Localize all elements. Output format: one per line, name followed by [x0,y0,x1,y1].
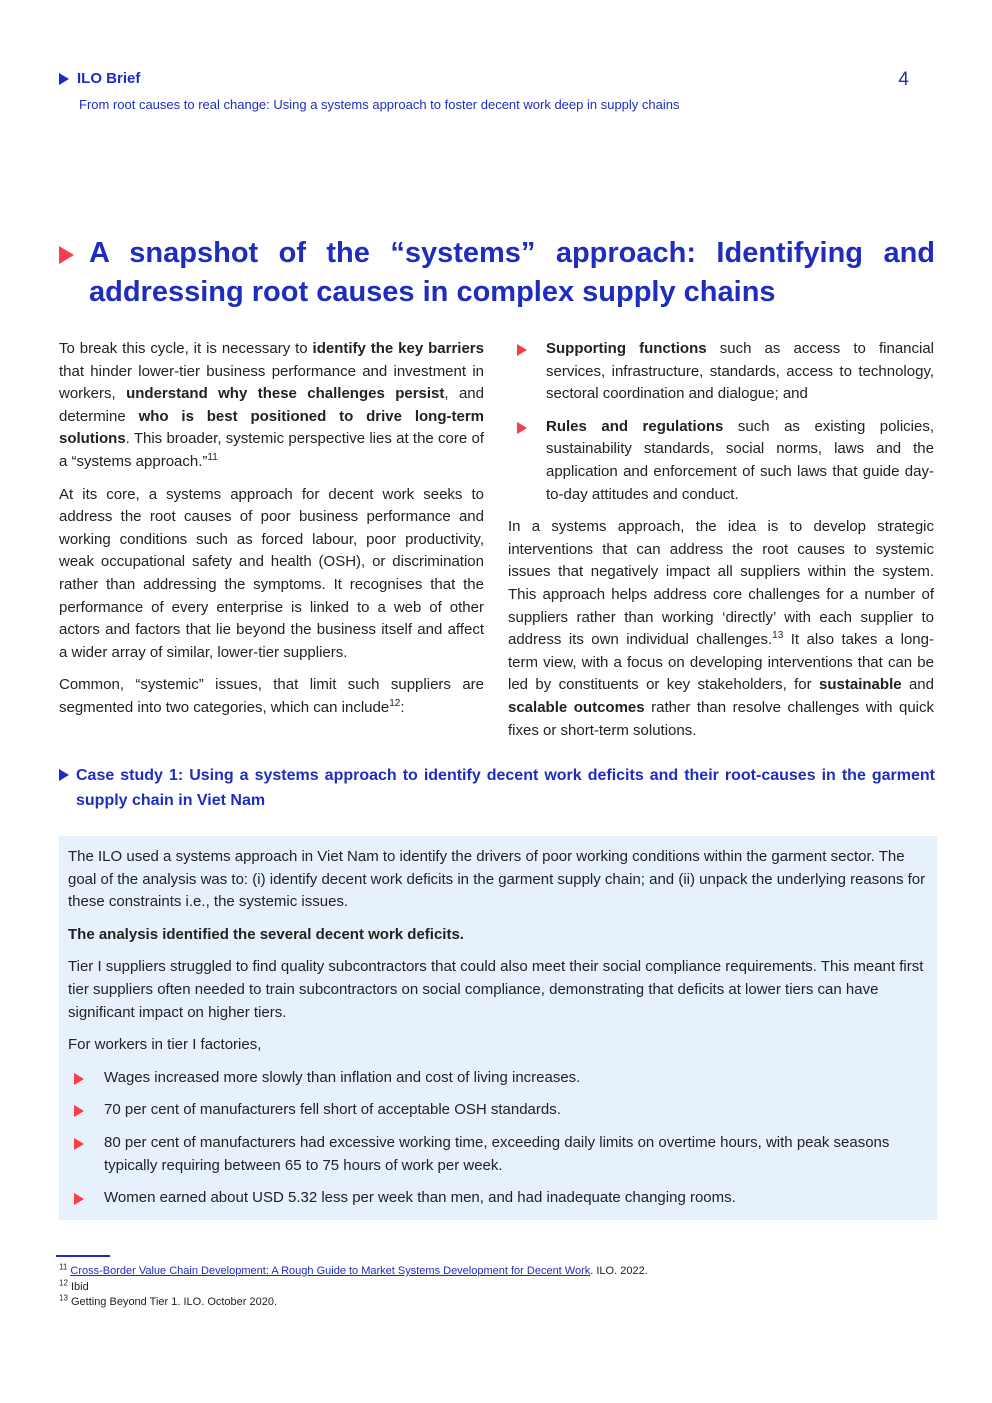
text: Ibid [67,1280,89,1293]
text: Getting Beyond Tier 1. ILO. October 2020. [67,1296,278,1308]
bold-text: understand why these challenges persist [126,385,445,403]
brief-label: ILO Brief [77,70,141,87]
footnote-number: 13 [59,1293,68,1303]
right-column [508,338,934,752]
list-item [68,1132,928,1177]
text: . This broader, systemic perspective lies at the core of a “systems approach.” [59,430,484,470]
footnote-divider [56,1255,110,1257]
paragraph: At its core, a systems approach for decent work seeks to address the root causes of poor business performance and working conditions such as forced labour, poor productivity, weak occupational safety and health (OSH), or discrimination rather than addressing the symptoms. It recognises that the performance of every enterprise is linked to a web of other actors and factors that lie beyond the business itself and affect a wider array of similar, lower-tier suppliers. [59,485,484,661]
paragraph [59,674,484,719]
triangle-bullet-icon [74,1105,84,1117]
text: , and determine [59,385,484,425]
triangle-bullet-icon [517,344,527,356]
paragraph [508,516,934,742]
text: In a systems approach, the idea is to develop strategic interventions that can address the root causes to systemic issues that negatively impact all suppliers within the system. This approach helps address core challenges for a number of suppliers rather than working ‘directly’ with each supplier to address its own individual challenges. [508,518,934,649]
section-heading [59,234,935,312]
bold-text: The analysis identified the several decent work deficits. [68,925,464,943]
triangle-bullet-icon [74,1193,84,1205]
bold-text: who is best positioned to drive long-term solutions [59,407,484,448]
paragraph-bold [68,924,928,947]
footnote-number: 11 [59,1262,68,1272]
bold-text: scalable outcomes [508,698,645,716]
text: It also takes a long-term view, with a focus on developing interventions that can be led by constituents or key stakeholders, for [508,631,934,694]
footnotes [59,1264,648,1311]
bold-text: identify the key barriers [312,340,484,357]
left-column [59,338,484,730]
list-item-text: 70 per cent of manufacturers fell short of acceptable OSH standards. [104,1101,561,1119]
triangle-bullet-icon [59,246,74,264]
footnote-number: 12 [59,1277,68,1287]
section-title: A snapshot of the “systems” approach: Identifying and addressing root causes in complex supply chains [89,237,935,308]
case-study-heading [59,763,935,813]
text: . ILO. 2022. [590,1265,648,1277]
footnote [59,1295,648,1311]
text: : [400,698,405,716]
paragraph: The ILO used a systems approach in Viet Nam to identify the drivers of poor working conditions within the garment sector. The goal of the analysis was to: (i) identify decent work deficits in the garment supply chain; and (ii) unpack the underlying reasons for these constraints i.e., the systemic issues. [68,848,926,911]
page-number: 4 [898,69,909,90]
list-item [508,338,934,406]
list-item [68,1187,928,1210]
list-item-text: Wages increased more slowly than inflation and cost of living increases. [104,1068,581,1086]
paragraph [59,338,484,474]
bold-text: sustainable [819,676,902,694]
case-study-title: Case study 1: Using a systems approach to identify decent work deficits and their root-causes in the garment supply chain in Viet Nam [76,767,935,809]
paragraph: Tier I suppliers struggled to find quality subcontractors that could also meet their social compliance requirements. This meant first tier suppliers often needed to train subcontractors on social compliance, demonstrating that deficits at lower tiers can have significant impact on higher tiers. [68,958,924,1021]
list-item-text: Women earned about USD 5.32 less per week than men, and had inadequate changing rooms. [104,1189,736,1207]
triangle-bullet-icon [59,73,69,85]
text: rather than resolve challenges with quick fixes or short-term solutions. [508,698,934,739]
list-item [508,416,934,506]
triangle-bullet-icon [74,1073,84,1085]
text: such as existing policies, sustainability standards, social norms, laws and the application and enforcement of such laws that guide day-to-day attitudes and conduct. [546,417,935,503]
brief-label-row [59,70,939,87]
list-item [68,1099,928,1122]
bold-text: Supporting functions [546,340,707,357]
list-item [68,1067,928,1090]
footnote-ref[interactable]: 11 [207,451,218,463]
case-study-box [59,836,937,1220]
footnote-ref[interactable]: 13 [772,630,784,642]
text: Common, “systemic” issues, that limit such suppliers are segmented into two categories, which can include [59,676,484,716]
footnote [59,1264,648,1280]
text: To break this cycle, it is necessary to [59,340,313,357]
triangle-bullet-icon [517,422,527,434]
text: that hinder lower-tier business performance and investment in workers, [59,362,484,403]
footnote-link[interactable]: Cross-Border Value Chain Development: A Rough Guide to Market Systems Development for Decent Work [70,1265,591,1277]
triangle-bullet-icon [74,1138,84,1150]
footnote [59,1277,648,1296]
footnote-ref[interactable]: 12 [389,697,401,709]
text: and [901,676,934,694]
document-subtitle: From root causes to real change: Using a systems approach to foster decent work deep in supply chains [79,97,680,112]
bold-text: Rules and regulations [546,417,724,435]
paragraph: For workers in tier I factories, [68,1036,262,1054]
text: such as access to financial services, infrastructure, standards, access to technology, sectoral coordination and dialogue; and [546,340,935,403]
list-item-text: 80 per cent of manufacturers had excessive working time, exceeding daily limits on overtime hours, with peak seasons typically requiring between 65 to 75 hours of work per week. [104,1133,890,1174]
triangle-bullet-icon [59,769,69,781]
page-header [59,69,939,112]
